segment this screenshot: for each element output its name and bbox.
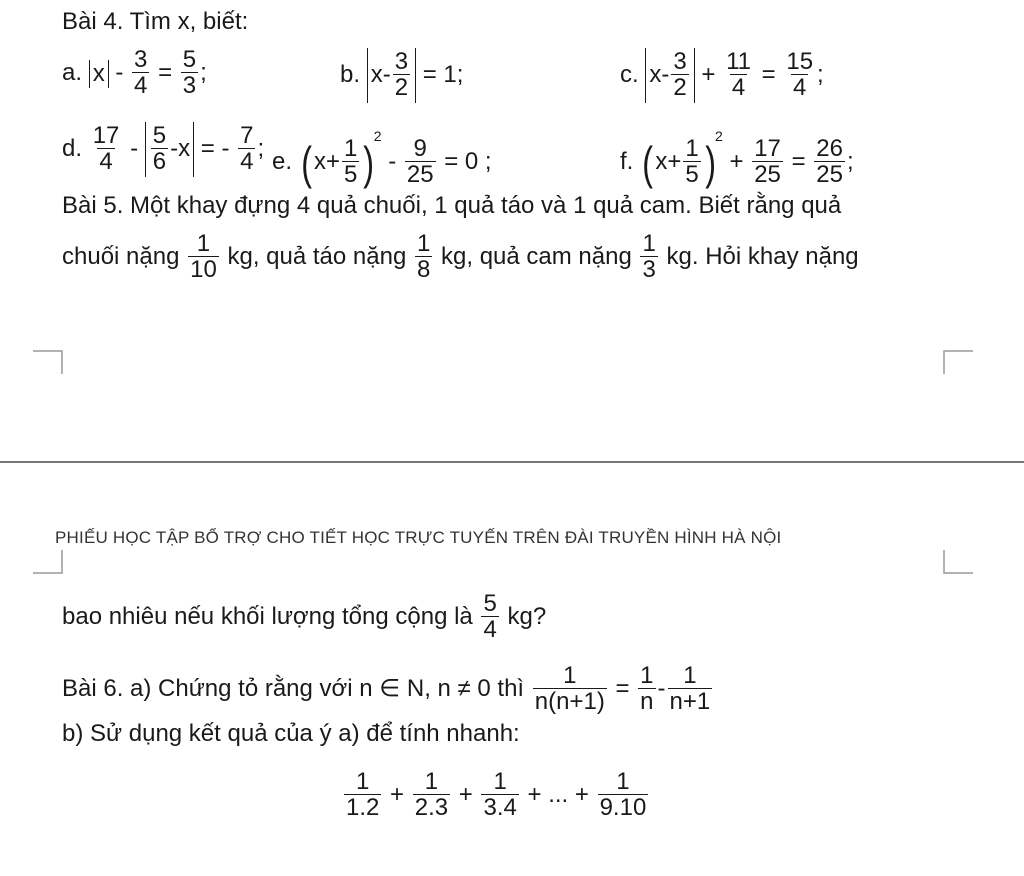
label-f: f.	[620, 148, 634, 175]
fraction: $\frac{17}{25}$	[754, 135, 781, 189]
fraction: $\frac{26}{25}$	[816, 135, 843, 189]
exercise-4d: d. $\frac{17}{4}$ - $\frac{5}{6}$ -x = - $\frac{7}{4}$ ;	[62, 122, 265, 175]
label-a: a.	[62, 58, 83, 86]
fraction: $\frac{1}{3}$	[642, 230, 656, 283]
label-d: d.	[62, 134, 83, 162]
bai6-sum: $\frac{1}{1.2}$ + $\frac{1}{2.3}$ + $\frac{1}{3.4}$ + ... + $\frac{1}{9.10}$	[346, 768, 647, 821]
bai5-line2: chuối nặng $\frac{1}{10}$ kg, quả táo nặng $\frac{1}{8}$ kg, quả cam nặng $\frac{1}{3}$ kg. Hỏi khay nặng	[62, 230, 859, 283]
fraction: $\frac{17}{4}$	[92, 122, 120, 175]
corner-mark-right	[943, 350, 973, 374]
fraction: $\frac{1}{3.4}$	[483, 768, 517, 821]
corner-mark-left-bottom	[33, 550, 63, 574]
exercise-4b: b. x- $\frac{3}{2}$ = 1;	[340, 48, 464, 101]
fraction: $\frac{11}{4}$	[726, 48, 751, 101]
corner-mark-left	[33, 350, 63, 374]
page-header: PHIẾU HỌC TẬP BỔ TRỢ CHO TIẾT HỌC TRỰC TUYẾN TRÊN ĐÀI TRUYỀN HÌNH HÀ NỘI	[55, 528, 782, 547]
fraction: $\frac{9}{25}$	[406, 135, 434, 189]
fraction: $\frac{5}{4}$	[483, 590, 497, 643]
fraction: $\frac{1}{n(n+1)}$	[534, 662, 605, 715]
page-divider	[0, 461, 1024, 463]
abs-value: $\frac{5}{6}$ -x	[145, 122, 194, 177]
bai4-title: Bài 4. Tìm x, biết:	[62, 8, 249, 35]
bai6-a: Bài 6. a) Chứng tỏ rằng với n ∈ N, n ≠ 0 thì $\frac{1}{n(n+1)}$ = $\frac{1}{n}$ - $\frac{1}{n+1}$	[62, 662, 711, 715]
abs-value: x- $\frac{3}{2}$	[367, 48, 416, 103]
corner-mark-right-bottom	[943, 550, 973, 574]
fraction: $\frac{5}{3}$	[182, 46, 197, 99]
fraction: $\frac{3}{4}$	[134, 46, 148, 99]
fraction: $\frac{1}{8}$	[416, 230, 431, 283]
fraction: $\frac{15}{4}$	[786, 48, 814, 101]
fraction: $\frac{7}{4}$	[240, 122, 254, 175]
bai6-b: b) Sử dụng kết quả của ý a) để tính nhanh:	[62, 720, 520, 747]
bai5-line3: bao nhiêu nếu khối lượng tổng cộng là $\frac{5}{4}$ kg?	[62, 590, 547, 643]
fraction: $\frac{1}{9.10}$	[599, 768, 647, 821]
label-c: c.	[620, 60, 639, 88]
label-b: b.	[340, 60, 361, 88]
fraction: $\frac{1}{n+1}$	[669, 662, 711, 715]
abs-value: x	[89, 60, 109, 88]
fraction: $\frac{1}{10}$	[190, 230, 217, 283]
exercise-4c: c. x- $\frac{3}{2}$ + $\frac{11}{4}$ = $\frac{15}{4}$ ;	[620, 48, 824, 101]
abs-value: x- $\frac{3}{2}$	[645, 48, 694, 103]
fraction: $\frac{1}{n}$	[640, 662, 654, 715]
fraction: $\frac{1}{1.2}$	[346, 768, 380, 821]
exercise-4f: f. (x+ $\frac{1}{5}$ )$^2$ + $\frac{17}{25}$ = $\frac{26}{25}$ ;	[620, 128, 854, 189]
label-e: e.	[272, 148, 293, 175]
bai5-line1: Bài 5. Một khay đựng 4 quả chuối, 1 quả táo và 1 quả cam. Biết rằng quả	[62, 192, 842, 219]
fraction: $\frac{1}{2.3}$	[414, 768, 449, 821]
exercise-4e: e. (x+ $\frac{1}{5}$ )$^2$ - $\frac{9}{25}$ = 0 ;	[272, 128, 492, 189]
exercise-4a: a. x - $\frac{3}{4}$ = $\frac{5}{3}$ ;	[62, 46, 207, 99]
